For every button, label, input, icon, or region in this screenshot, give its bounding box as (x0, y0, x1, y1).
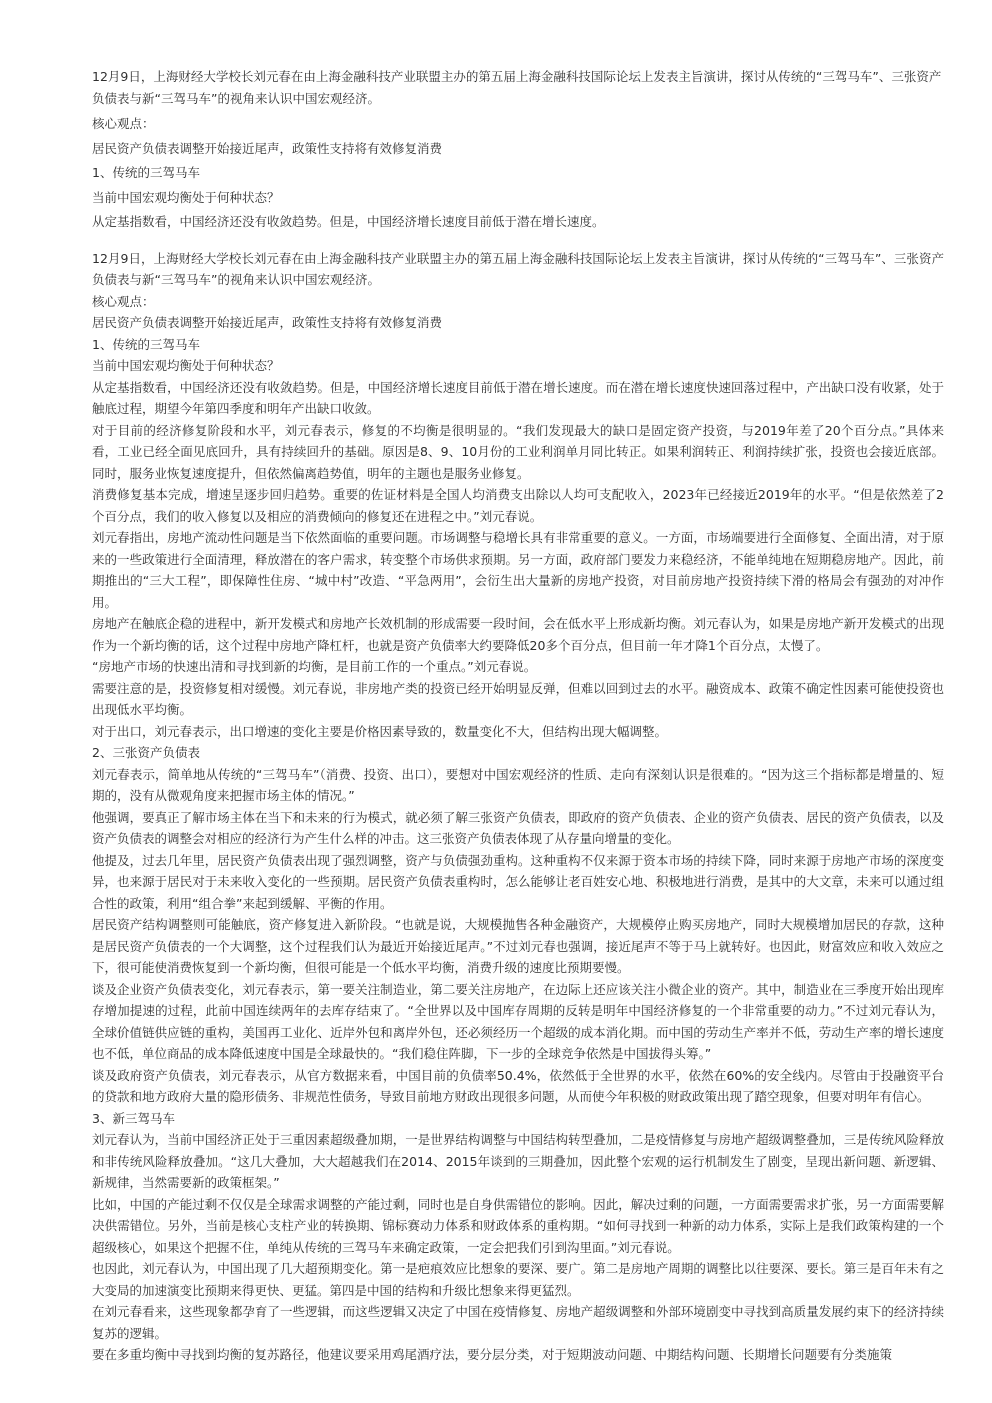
article-preview (92, 66, 944, 233)
section-heading: 2、三张资产负债表 (92, 745, 200, 760)
preview-section-heading: 1、传统的三驾马车 (92, 165, 200, 180)
paragraph: 在刘元春看来，这些现象都孕育了一些逻辑，而这些逻辑又决定了中国在疫情修复、房地产超级调整和外部环境剧变中寻找到高质量发展约束下的经济持续复苏的逻辑。 (92, 1304, 944, 1341)
paragraph: 对于目前的经济修复阶段和水平，刘元春表示，修复的不均衡是很明显的。“我们发现最大的缺口是固定资产投资，与2019年差了20个百分点。”具体来看，工业已经全面见底回升，具有持续回升的基础。原因是8、9、10月份的工业利润单月同比转正。如果利润转正、利润持续扩张，投资也会接近底部。同时，服务业恢复速度提升，但依然偏离趋势值，明年的主题也是服务业修复。 (92, 422, 944, 481)
paragraph: 居民资产负债表调整开始接近尾声，政策性支持将有效修复消费 (92, 315, 443, 330)
paragraph: 对于出口，刘元春表示，出口增速的变化主要是价格因素导致的，数量变化不大，但结构出现大幅调整。 (92, 723, 668, 739)
paragraph: 谈及政府资产负债表，刘元春表示，从官方数据来看，中国目前的负债率50.4%，依然低于全世界的水平，依然在60%的安全线内。尽管由于投融资平台的贷款和地方政府大量的隐形债务、非规范性债务，导致目前地方财政出现很多问题，从而使今年积极的财政政策出现了踏空现象，但要对明年有信心。 (92, 1067, 944, 1104)
article (92, 66, 944, 1366)
preview-lead: 12月9日，上海财经大学校长刘元春在由上海金融科技产业联盟主办的第五届上海金融科技国际论坛上发表主旨演讲，探讨从传统的“三驾马车”、三张资产负债表与新“三驾马车”的视角来认识中国宏观经济。 (92, 69, 942, 106)
section-gap (92, 236, 944, 248)
paragraph: 要在多重均衡中寻找到均衡的复苏路径，他建议要采用鸡尾酒疗法，要分层分类，对于短期波动问题、中期结构问题、长期增长问题要有分类施策 (92, 1347, 893, 1362)
paragraph: 刘元春表示，简单地从传统的“三驾马车”（消费、投资、出口），要想对中国宏观经济的性质、走向有深刻认识是很难的。“因为这三个指标都是增量的、短期的，没有从微观角度来把握市场主体的情况。” (92, 766, 944, 803)
preview-answer: 从定基指数看，中国经济还没有收敛趋势。但是，中国经济增长速度目前低于潜在增长速度。 (92, 214, 605, 229)
paragraph: 从定基指数看，中国经济还没有收敛趋势。但是，中国经济增长速度目前低于潜在增长速度。而在潜在增长速度快速回落过程中，产出缺口没有收紧，处于触底过程，期望今年第四季度和明年产出缺口收敛。 (92, 379, 944, 416)
article-body (92, 248, 944, 1366)
preview-question: 当前中国宏观均衡处于何种状态？ (92, 189, 280, 205)
paragraph: 也因此，刘元春认为，中国出现了几大超预期变化。第一是疤痕效应比想象的要深、要广。第二是房地产周期的调整比以往要深、要长。第三是百年未有之大变局的加速演变比预期来得更快、更猛。第四是中国的结构和升级比想象来得更猛烈。 (92, 1261, 944, 1298)
paragraph: 比如，中国的产能过剩不仅仅是全球需求调整的产能过剩，同时也是自身供需错位的影响。因此，解决过剩的问题，一方面需要需求扩张，另一方面需要解决供需错位。另外，当前是核心支柱产业的转换期、锦标赛动力体系和财政体系的重构期。“如何寻找到一种新的动力体系，实际上是我们政策构建的一个超级核心，如果这个把握不住，单纯从传统的三驾马车来确定政策，一定会把我们引到沟里面。”刘元春说。 (92, 1196, 944, 1255)
paragraph: 房地产在触底企稳的进程中，新开发模式和房地产长效机制的形成需要一段时间，会在低水平上形成新均衡。刘元春认为，如果是房地产新开发模式的出现作为一个新均衡的话，这个过程中房地产降杠杆，也就是资产负债率大约要降低20多个百分点，但目前一年才降1个百分点，太慢了。 (92, 616, 944, 653)
preview-core-point: 居民资产负债表调整开始接近尾声，政策性支持将有效修复消费 (92, 140, 443, 156)
paragraph: 谈及企业资产负债表变化，刘元春表示，第一要关注制造业，第二要关注房地产，在边际上还应该关注小微企业的资产。其中，制造业在三季度开始出现库存增加提速的过程，此前中国连续两年的去库存结束了。“全世界以及中国库存周期的反转是明年中国经济修复的一个非常重要的动力。”不过刘元春认为，全球价值链供应链的重构，美国再工业化、近岸外包和离岸外包，还必须经历一个超级的成本消化期。而中国的劳动生产率并不低，劳动生产率的增长速度也不低，单位商品的成本降低速度中国是全球最快的。“我们稳住阵脚，下一步的全球竞争依然是中国拔得头筹。” (92, 981, 944, 1061)
paragraph: 刘元春指出，房地产流动性问题是当下依然面临的重要问题。市场调整与稳增长具有非常重要的意义。一方面，市场端要进行全面修复、全面出清，对于原来的一些政策进行全面清理，释放潜在的客户需求，转变整个市场供求预期。另一方面，政府部门要发力来稳经济，不能单纯地在短期稳房地产。因此，前期推出的“三大工程”，即保障性住房、“城中村”改造、“平急两用”，会衍生出大量新的房地产投资，对目前房地产投资持续下滑的格局会有强劲的对冲作用。 (92, 530, 944, 610)
paragraph: 核心观点： (92, 293, 155, 309)
paragraph: 需要注意的是，投资修复相对缓慢。刘元春说，非房地产类的投资已经开始明显反弹，但难以回到过去的水平。融资成本、政策不确定性因素可能使投资也出现低水平均衡。 (92, 680, 944, 717)
paragraph: 他强调，要真正了解市场主体在当下和未来的行为模式，就必须了解三张资产负债表，即政府的资产负债表、企业的资产负债表、居民的资产负债表，以及资产负债表的调整会对相应的经济行为产生什么样的冲击。这三张资产负债表体现了从存量向增量的变化。 (92, 809, 944, 846)
paragraph: “房地产市场的快速出清和寻找到新的均衡，是目前工作的一个重点。”刘元春说。 (92, 659, 537, 674)
paragraph: 消费修复基本完成，增速呈逐步回归趋势。重要的佐证材料是全国人均消费支出除以人均可支配收入，2023年已经接近2019年的水平。“但是依然差了2个百分点，我们的收入修复以及相应的消费倾向的修复还在进程之中。”刘元春说。 (92, 487, 944, 524)
paragraph: 12月9日，上海财经大学校长刘元春在由上海金融科技产业联盟主办的第五届上海金融科技国际论坛上发表主旨演讲，探讨从传统的“三驾马车”、三张资产负债表与新“三驾马车”的视角来认识中国宏观经济。 (92, 250, 944, 287)
section-heading: 1、传统的三驾马车 (92, 336, 200, 352)
section-heading: 3、新三驾马车 (92, 1110, 175, 1126)
preview-core-label: 核心观点： (92, 116, 155, 131)
paragraph: 刘元春认为，当前中国经济正处于三重因素超级叠加期，一是世界结构调整与中国结构转型叠加，二是疫情修复与房地产超级调整叠加，三是传统风险释放和非传统风险释放叠加。“这几大叠加，大大超越我们在2014、2015年谈到的三期叠加，因此整个宏观的运行机制发生了剧变，呈现出新问题、新逻辑、新规律，当然需要新的政策框架。” (92, 1132, 944, 1190)
paragraph: 他提及，过去几年里，居民资产负债表出现了强烈调整，资产与负债强劲重构。这种重构不仅来源于资本市场的持续下降，同时来源于房地产市场的深度变异，也来源于居民对于未来收入变化的一些预期。居民资产负债表重构时，怎么能够让老百姓安心地、积极地进行消费，是其中的大文章，未来可以通过组合性的政策，利用“组合拳”来起到缓解、平衡的作用。 (92, 852, 944, 911)
paragraph: 当前中国宏观均衡处于何种状态？ (92, 358, 280, 373)
paragraph: 居民资产结构调整则可能触底，资产修复进入新阶段。“也就是说，大规模抛售各种金融资产，大规模停止购买房地产，同时大规模增加居民的存款，这种是居民资产负债表的一个大调整，这个过程我们认为最近开始接近尾声。”不过刘元春也强调，接近尾声不等于马上就转好。也因此，财富效应和收入效应之下，很可能使消费恢复到一个新均衡，但很可能是一个低水平均衡，消费升级的速度比预期要慢。 (92, 917, 944, 975)
